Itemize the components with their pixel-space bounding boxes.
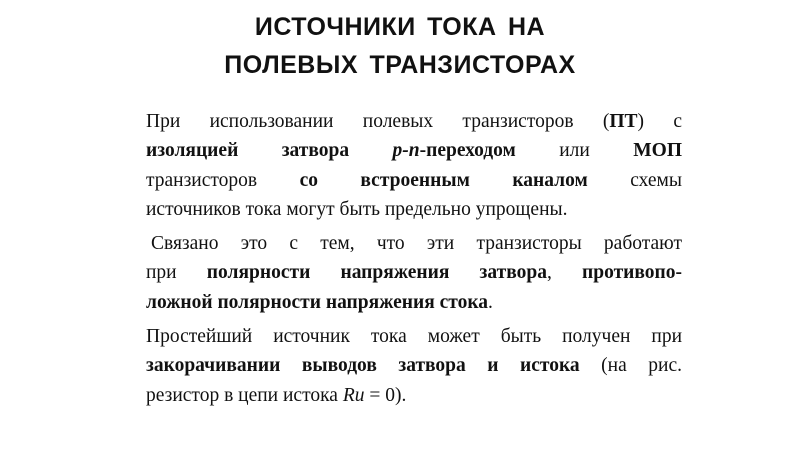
paragraph-2 [146,229,682,317]
title-line-1: ИСТОЧНИКИ ТОКА НА [254,13,546,41]
text-fragment: при [146,262,207,284]
paragraph-1-line-1 [146,107,682,136]
term-pn: p-n [392,140,420,162]
term-gate-polarity: полярности напряжения затвора [206,262,547,284]
term-gate-insulation: изоляцией затвора [146,140,393,162]
text-fragment: При использовании полевых транзисторов ( [146,111,610,132]
abbr-pt: ПТ [609,111,638,132]
paragraph-1 [146,107,682,224]
paragraph-2-line-2 [146,258,682,287]
text-fragment: = 0). [364,384,407,406]
paragraph-2-line-1: Связано это с тем, что эти транзисторы работают [151,233,682,255]
text-fragment: или [515,140,634,162]
slide-title [0,8,800,84]
paragraph-2-line-3 [146,288,682,317]
paragraph-3-line-2 [146,351,682,380]
symbol-ri: Rи [342,384,365,406]
paragraph-1-line-4: источников тока могут быть предельно упрощены. [146,198,568,220]
text-fragment: резистор в цепи истока [146,384,343,406]
term-junction: -переходом [419,140,516,162]
slide-body [146,107,682,410]
paragraph-3 [146,322,682,410]
title-line-2: ПОЛЕВЫХ ТРАНЗИСТОРАХ [224,51,576,79]
abbr-mop: МОП [633,140,682,162]
term-shorting-gate-source: закорачивании выводов затвора и истока [146,355,580,377]
paragraph-3-line-1: Простейший источник тока может быть получен при [146,326,682,348]
text-fragment: ) с [637,111,682,132]
text-fragment: , [546,262,582,284]
paragraph-1-line-2 [146,136,682,165]
text-fragment: схемы [587,169,682,191]
term-drain-polarity: ложной полярности напряжения стока [146,291,489,313]
text-fragment: транзисторов [146,169,300,191]
text-fragment: . [488,291,493,313]
paragraph-3-line-3 [146,381,682,410]
text-fragment: (на рис. [579,355,682,377]
term-built-in-channel: со встроенным каналом [299,169,588,191]
paragraph-1-line-3 [146,166,682,195]
term-opposite: противопо- [582,262,683,284]
